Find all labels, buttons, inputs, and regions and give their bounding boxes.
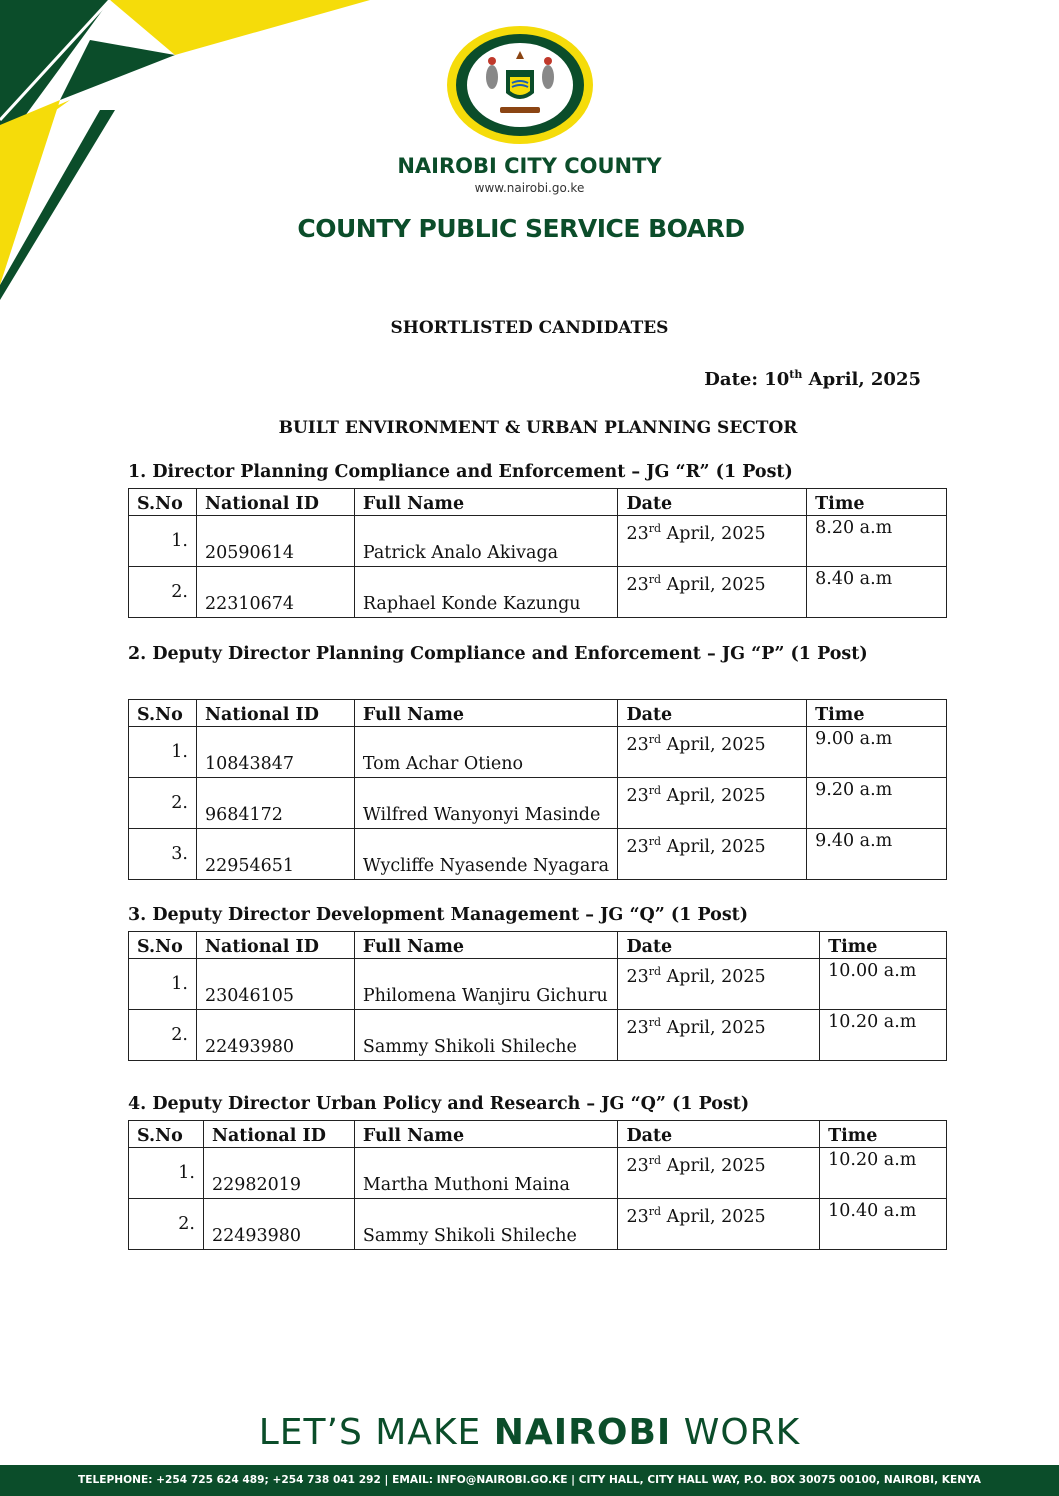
cell-sno: 3. (129, 829, 197, 880)
cell-full-name: Raphael Konde Kazungu (354, 567, 618, 618)
col-full-name: Full Name (354, 489, 618, 516)
cell-full-name: Patrick Analo Akivaga (354, 516, 618, 567)
cell-sno: 2. (129, 1199, 204, 1250)
section-heading: 1. Director Planning Compliance and Enforcement – JG “R” (1 Post) (128, 462, 793, 482)
table-header-row (129, 489, 947, 516)
contact-footer: TELEPHONE: +254 725 624 489; +254 738 041 292 | EMAIL: INFO@NAIROBI.GO.KE | CITY HALL, CITY HALL WAY, P.O. BOX 30075 00100, NAIROBI, KENYA (0, 1465, 1059, 1496)
county-seal-logo (446, 25, 594, 145)
cell-time: 10.20 a.m (820, 1148, 947, 1199)
cell-national-id: 22982019 (203, 1148, 354, 1199)
col-date: Date (618, 932, 820, 959)
col-sno: S.No (129, 932, 197, 959)
cell-full-name: Philomena Wanjiru Gichuru (354, 959, 618, 1010)
col-time: Time (820, 932, 947, 959)
table-header-row (129, 932, 947, 959)
table-header-row (129, 1121, 947, 1148)
cell-national-id: 22493980 (196, 1010, 354, 1061)
section-heading: 4. Deputy Director Urban Policy and Research – JG “Q” (1 Post) (128, 1094, 750, 1114)
cell-sno: 1. (129, 959, 197, 1010)
cell-date: 23rd April, 2025 (618, 727, 807, 778)
col-time: Time (820, 1121, 947, 1148)
board-title: COUNTY PUBLIC SERVICE BOARD (297, 214, 745, 243)
candidates-table (128, 1120, 947, 1250)
cell-national-id: 20590614 (196, 516, 354, 567)
col-date: Date (618, 1121, 820, 1148)
col-full-name: Full Name (354, 1121, 618, 1148)
col-full-name: Full Name (354, 932, 618, 959)
cell-sno: 2. (129, 778, 197, 829)
candidates-table (128, 488, 947, 618)
document-title: SHORTLISTED CANDIDATES (390, 318, 669, 338)
table-row (129, 1148, 947, 1199)
cell-time: 9.40 a.m (807, 829, 947, 880)
col-sno: S.No (129, 489, 197, 516)
cell-date: 23rd April, 2025 (618, 959, 820, 1010)
slogan: LET’S MAKE NAIROBI WORK (258, 1412, 801, 1453)
table-row (129, 778, 947, 829)
section-heading: 3. Deputy Director Development Management – JG “Q” (1 Post) (128, 905, 749, 925)
col-time: Time (807, 489, 947, 516)
cell-time: 9.00 a.m (807, 727, 947, 778)
cell-sno: 2. (129, 1010, 197, 1061)
cell-time: 8.40 a.m (807, 567, 947, 618)
cell-full-name: Sammy Shikoli Shileche (354, 1010, 618, 1061)
org-website: www.nairobi.go.ke (474, 181, 585, 195)
col-national-id: National ID (196, 700, 354, 727)
col-date: Date (618, 489, 807, 516)
table-row (129, 567, 947, 618)
org-name: NAIROBI CITY COUNTY (397, 154, 662, 178)
cell-full-name: Wycliffe Nyasende Nyagara (354, 829, 618, 880)
cell-national-id: 22310674 (196, 567, 354, 618)
corner-decoration (0, 0, 370, 300)
cell-date: 23rd April, 2025 (618, 1010, 820, 1061)
sector-heading: BUILT ENVIRONMENT & URBAN PLANNING SECTOR (278, 418, 798, 438)
table-row (129, 727, 947, 778)
cell-date: 23rd April, 2025 (618, 1199, 820, 1250)
section-heading: 2. Deputy Director Planning Compliance and Enforcement – JG “P” (1 Post) (128, 644, 868, 664)
cell-national-id: 22954651 (196, 829, 354, 880)
col-date: Date (618, 700, 807, 727)
col-national-id: National ID (196, 489, 354, 516)
col-time: Time (807, 700, 947, 727)
table-row (129, 516, 947, 567)
cell-national-id: 23046105 (196, 959, 354, 1010)
cell-time: 8.20 a.m (807, 516, 947, 567)
col-full-name: Full Name (354, 700, 618, 727)
cell-date: 23rd April, 2025 (618, 516, 807, 567)
cell-time: 10.00 a.m (820, 959, 947, 1010)
cell-sno: 1. (129, 516, 197, 567)
table-row (129, 1010, 947, 1061)
cell-full-name: Wilfred Wanyonyi Masinde (354, 778, 618, 829)
table-row (129, 1199, 947, 1250)
cell-national-id: 22493980 (203, 1199, 354, 1250)
col-sno: S.No (129, 1121, 204, 1148)
col-national-id: National ID (196, 932, 354, 959)
cell-date: 23rd April, 2025 (618, 829, 807, 880)
table-row (129, 959, 947, 1010)
cell-sno: 1. (129, 1148, 204, 1199)
table-row (129, 829, 947, 880)
cell-national-id: 9684172 (196, 778, 354, 829)
cell-date: 23rd April, 2025 (618, 567, 807, 618)
cell-date: 23rd April, 2025 (618, 778, 807, 829)
cell-time: 10.20 a.m (820, 1010, 947, 1061)
cell-national-id: 10843847 (196, 727, 354, 778)
table-header-row (129, 700, 947, 727)
cell-full-name: Martha Muthoni Maina (354, 1148, 618, 1199)
cell-sno: 1. (129, 727, 197, 778)
col-sno: S.No (129, 700, 197, 727)
candidates-table (128, 699, 947, 880)
cell-date: 23rd April, 2025 (618, 1148, 820, 1199)
cell-time: 9.20 a.m (807, 778, 947, 829)
document-date: Date: 10th April, 2025 (704, 368, 921, 390)
cell-time: 10.40 a.m (820, 1199, 947, 1250)
cell-full-name: Tom Achar Otieno (354, 727, 618, 778)
cell-full-name: Sammy Shikoli Shileche (354, 1199, 618, 1250)
candidates-table (128, 931, 947, 1061)
cell-sno: 2. (129, 567, 197, 618)
col-national-id: National ID (203, 1121, 354, 1148)
